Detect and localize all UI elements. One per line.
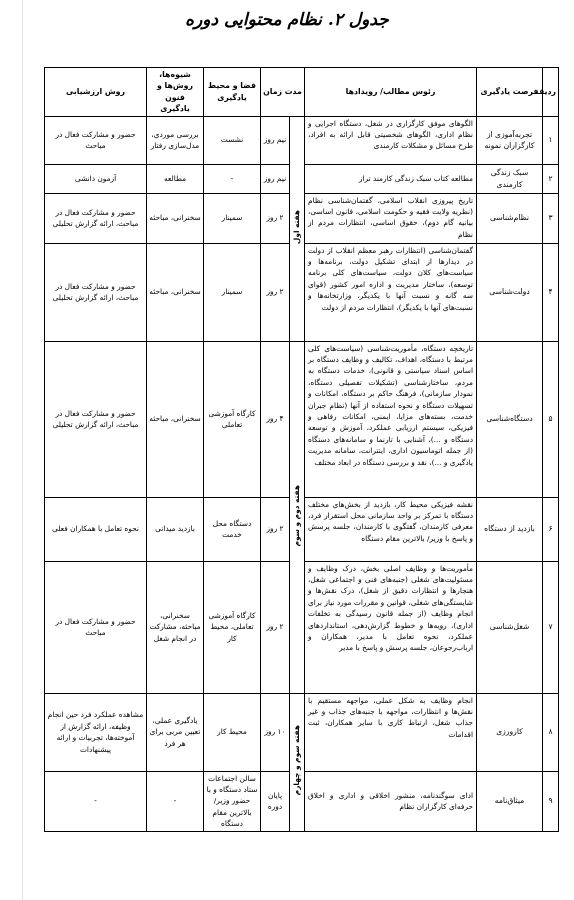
topics-cell: الگوهای موفق کارگزاری در شغل، دستگاه اجرایی و نظام اداری، الگوهای شخصیتی قابل ارائه به افراد، طرح مسائل و مشکلات کارمندی <box>305 116 477 164</box>
environment-cell: - <box>204 164 261 193</box>
week-label: هفته اول <box>291 209 301 244</box>
row-number: ۵ <box>543 341 559 497</box>
week-label: هفته سوم و چهارم <box>291 725 301 796</box>
opportunity-cell: دستگاه‌شناسی <box>477 341 543 497</box>
course-content-table <box>44 67 559 832</box>
header-topics: رئوس مطالب/ رویدادها <box>305 68 477 117</box>
duration-cell: پایان دوره <box>261 771 290 831</box>
environment-cell: دستگاه محل خدمت <box>204 497 261 561</box>
topics-cell: مطالعه کتاب سبک زندگی کارمند تراز <box>305 164 477 193</box>
topics-cell: نقشه فیزیکی محیط کار، بازدید از بخش‌های مختلف دستگاه با تمرکز بر واحد سازمانی محل استقرار فرد، معرفی کارمندان، گفتگوی با کارمندان، جلسه پرسش و پاسخ با وزیر/ بالاترین مقام دستگاه <box>305 497 477 561</box>
page-margin-line <box>22 0 23 900</box>
duration-cell: نیم روز <box>261 164 290 193</box>
week-cell <box>290 693 305 831</box>
environment-cell: کارگاه آموزشی تعاملی <box>204 341 261 497</box>
opportunity-cell: کارورزی <box>477 693 543 771</box>
row-number: ۳ <box>543 193 559 243</box>
duration-cell: ۲ روز <box>261 193 290 243</box>
methods-cell: بررسی موردی، مدل‌سازی رفتار <box>147 116 204 164</box>
duration-cell: ۲ روز <box>261 243 290 341</box>
methods-cell: مطالعه <box>147 164 204 193</box>
environment-cell: محیط کار <box>204 693 261 771</box>
header-environment: فضا و محیط یادگیری <box>204 68 261 117</box>
header-evaluation: روش ارزشیابی <box>45 68 147 117</box>
row-number: ۴ <box>543 243 559 341</box>
topics-cell: تاریخچه دستگاه، مأموریت‌شناسی (سیاست‌های کلی مرتبط با دستگاه، اهداف، تکالیف و وظایف دستگاه بر اساس اسناد سیاستی و قانونی)، خدمات دستگاه به مردم، ساختارشناسی (تشکیلات تفصیلی دستگاه، نمودار سازمانی)، فرهنگ حاکم بر دستگاه، امکانات و تسهیلات دستگاه و نحوه استفاده از آنها (نظام جبران خدمت، بسته‌های مزایا، ایمنی، امکانات رفاهی و فیزیکی، سیستم ارزیابی عملکرد، آموزش و توسعه دستگاه و ...)، آشنایی با تارنما و سامانه‌های دستگاه (از جمله اتوماسیون اداری، اینترانت، سامانه مدیریت یادگیری و ...)، نقد و بررسی دستگاه در ابعاد مختلف <box>305 341 477 497</box>
row-number: ۶ <box>543 497 559 561</box>
environment-cell: سمینار <box>204 193 261 243</box>
header-row <box>45 68 559 117</box>
duration-cell: ۲ روز <box>261 561 290 693</box>
table-row <box>45 341 559 497</box>
opportunity-cell: شغل‌شناسی <box>477 561 543 693</box>
evaluation-cell: حضور و مشارکت فعال در مباحث <box>45 561 147 693</box>
evaluation-cell: نحوه تعامل با همکاران فعلی <box>45 497 147 561</box>
evaluation-cell: مشاهده عملکرد فرد حین انجام وظیفه، ارائه گزارش از آموخته‌ها، تجربیات و ارائه پیشنهادات <box>45 693 147 771</box>
methods-cell: سخنرانی، مباحثه <box>147 341 204 497</box>
environment-cell: نشست <box>204 116 261 164</box>
environment-cell: کارگاه آموزشی تعاملی، محیط کار <box>204 561 261 693</box>
week-cell <box>290 341 305 693</box>
header-duration: مدت زمان <box>261 68 305 117</box>
row-number: ۲ <box>543 164 559 193</box>
week-cell <box>290 116 305 341</box>
table-row <box>45 116 559 164</box>
methods-cell: سخنرانی، مباحثه <box>147 193 204 243</box>
opportunity-cell: تجربه‌آموزی از کارگزاران نمونه <box>477 116 543 164</box>
opportunity-cell: نظام‌شناسی <box>477 193 543 243</box>
week-label: هفته دوم و سوم <box>291 484 301 547</box>
evaluation-cell: حضور و مشارکت فعال در مباحث <box>45 116 147 164</box>
opportunity-cell: سبک زندگی کارمندی <box>477 164 543 193</box>
evaluation-cell: آزمون دانشی <box>45 164 147 193</box>
environment-cell: سالن اجتماعات ستاد دستگاه و با حضور وزیر/ بالاترین مقام دستگاه <box>204 771 261 831</box>
row-number: ۱ <box>543 116 559 164</box>
topics-cell: مأموریت‌ها و وظایف اصلی بخش، درک وظایف و مسئولیت‌های شغلی (جنبه‌های فنی و اجتماعی شغل، هنجارها و انتظارات دقیق از شغل)، درک نقش‌ها و شایستگی‌های شغلی، قوانین و مقررات مورد نیاز برای انجام وظایف (از جمله قانون رسیدگی به تخلفات اداری)، رویه‌ها و خطوط گزارش‌دهی، استانداردهای عملکرد، نحوه تعامل با مدیر، همکاران و ارباب‌رجوعان، جلسه پرسش و پاسخ با مدیر <box>305 561 477 693</box>
topics-cell: گفتمان‌شناسی (انتظارات رهبر معظم انقلاب از دولت در دیدارها از ابتدای تشکیل دولت، برنامه‌ها و سیاست‌های کلان دولت، سیاست‌های کلی برنامه توسعه)، ساختار مدیریت و اداره امور کشور (قوای سه گانه و نسبت آنها با یکدیگر، وزارتخانه‌ها و نسبت‌های آنها با یکدیگر)، انتظارات مردم از دولت <box>305 243 477 341</box>
opportunity-cell: دولت‌شناسی <box>477 243 543 341</box>
methods-cell: سخنرانی، مباحثه، مشارکت در انجام شغل <box>147 561 204 693</box>
topics-cell: تاریخ پیروزی انقلاب اسلامی، گفتمان‌شناسی نظام (نظریه ولایت فقیه و حکومت اسلامی، قانون اساسی، بیانیه گام دوم)، حقوق اساسی، انتظارات مردم از نظام <box>305 193 477 243</box>
row-number: ۸ <box>543 693 559 771</box>
evaluation-cell: - <box>45 771 147 831</box>
opportunity-cell: میثاق‌نامه <box>477 771 543 831</box>
row-number: ۷ <box>543 561 559 693</box>
duration-cell: ۲ روز <box>261 497 290 561</box>
opportunity-cell: بازدید از دستگاه <box>477 497 543 561</box>
duration-cell: نیم روز <box>261 116 290 164</box>
duration-cell: ۱۰ روز <box>261 693 290 771</box>
table-row <box>45 693 559 771</box>
methods-cell: - <box>147 771 204 831</box>
header-methods: شیوه‌ها، روش‌ها و فنون یادگیری <box>147 68 204 117</box>
topics-cell: ادای سوگندنامه، منشور اخلاقی و اداری و اخلاق حرفه‌ای کارگزاران نظام <box>305 771 477 831</box>
table-caption: جدول ۲. نظام محتوایی دوره <box>185 10 389 30</box>
topics-cell: انجام وظایف به شکل عملی، مواجهه مستقیم با نقش‌ها و انتظارات، مواجهه با جنبه‌های جذاب و غیر جذاب شغل، ارتباط کاری با سایر همکاران، ثبت اقدامات <box>305 693 477 771</box>
evaluation-cell: حضور و مشارکت فعال در مباحث، ارائه گزارش تحلیلی <box>45 243 147 341</box>
header-row-no: ردیف <box>543 68 559 117</box>
evaluation-cell: حضور و مشارکت فعال در مباحث، ارائه گزارش تحلیلی <box>45 193 147 243</box>
methods-cell: بازدید میدانی <box>147 497 204 561</box>
header-opportunity: فرصت یادگیری <box>477 68 543 117</box>
environment-cell: سمینار <box>204 243 261 341</box>
duration-cell: ۴ روز <box>261 341 290 497</box>
evaluation-cell: حضور و مشارکت فعال در مباحث، ارائه گزارش تحلیلی <box>45 341 147 497</box>
methods-cell: سخنرانی، مباحثه <box>147 243 204 341</box>
methods-cell: یادگیری عملی، تعیین مربی برای هر فرد <box>147 693 204 771</box>
row-number: ۹ <box>543 771 559 831</box>
